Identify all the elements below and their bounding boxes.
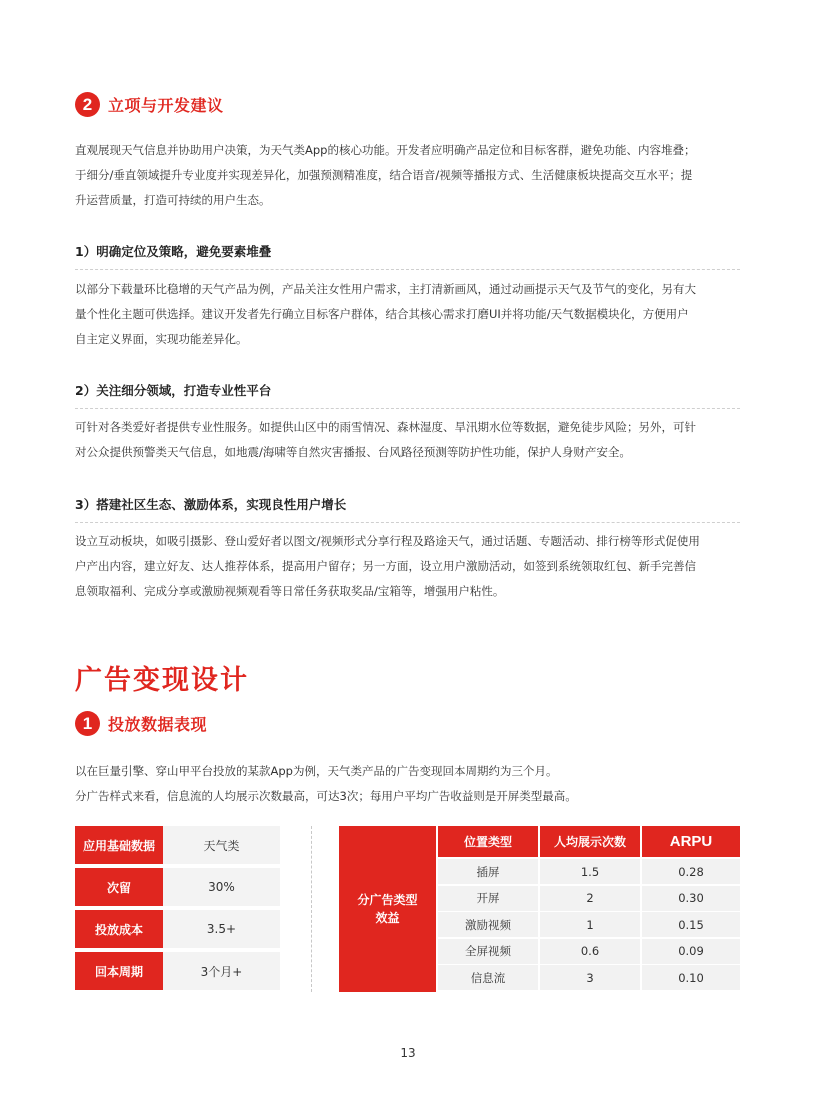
table-cell: 开屏 [438, 886, 538, 911]
table-row [75, 868, 280, 906]
section-title: 立项与开发建议 [108, 96, 224, 115]
table-row [438, 939, 740, 964]
table-cell: 插屏 [438, 859, 538, 884]
table-row [75, 910, 280, 948]
ad-type-table [438, 826, 740, 992]
table-cell: 3 [540, 965, 640, 990]
stat-value: 3.5+ [163, 910, 280, 948]
divider [75, 408, 740, 409]
point-body [75, 415, 743, 465]
point-heading: 1）明确定位及策略，避免要素堆叠 [75, 244, 272, 259]
text-line: 息领取福利、完成分享或激励视频观看等日常任务获取奖品/宝箱等，增强用户粘性。 [75, 584, 505, 598]
stats-table [75, 826, 280, 994]
point-heading: 2）关注细分领域，打造专业性平台 [75, 383, 272, 398]
side-label-line: 效益 [375, 911, 400, 925]
stat-value: 3个月+ [163, 952, 280, 990]
section-heading [75, 92, 224, 117]
table-header-row [438, 826, 740, 857]
table-cell: 0.6 [540, 939, 640, 964]
column-header: 人均展示次数 [540, 826, 640, 857]
section-title: 投放数据表现 [108, 715, 208, 734]
stat-label: 回本周期 [75, 952, 163, 990]
text-line: 自主定义界面，实现功能差异化。 [75, 332, 248, 346]
text-line: 于细分/垂直领域提升专业度并实现差异化，加强预测精准度，结合语音/视频等播报方式、生活健康板块提高交互水平；提 [75, 168, 693, 182]
side-label-line: 分广告类型 [357, 893, 418, 907]
table-cell: 2 [540, 886, 640, 911]
point-heading: 3）搭建社区生态、激励体系，实现良性用户增长 [75, 497, 347, 512]
text-line: 户产出内容，建立好友、达人推荐体系，提高用户留存；另一方面，设立用户激励活动，如签到系统领取红包、新手完善信 [75, 559, 696, 573]
page-number: 13 [400, 1046, 416, 1060]
stat-label: 投放成本 [75, 910, 163, 948]
table-row [75, 826, 280, 864]
section-intro [75, 138, 743, 213]
section-number-badge: 2 [75, 92, 100, 117]
table-cell: 信息流 [438, 965, 538, 990]
chapter-title: 广告变现设计 [75, 665, 249, 696]
table-cell: 0.30 [642, 886, 740, 911]
table-cell: 0.10 [642, 965, 740, 990]
table-row [438, 859, 740, 884]
table-cell: 0.09 [642, 939, 740, 964]
text-line: 直观展现天气信息并协助用户决策，为天气类App的核心功能。开发者应明确产品定位和目标客群，避免功能、内容堆叠； [75, 143, 696, 157]
stat-label: 次留 [75, 868, 163, 906]
ad-table-side-label [339, 826, 436, 992]
ad-intro [75, 759, 743, 809]
text-line: 以部分下载量环比稳增的天气产品为例，产品关注女性用户需求，主打清新画风，通过动画提示天气及节气的变化，另有大 [75, 282, 696, 296]
table-cell: 1 [540, 912, 640, 937]
section-heading [75, 711, 207, 736]
text-line: 对公众提供预警类天气信息，如地震/海啸等自然灾害播报、台风路径预测等防护性功能，保护人身财产安全。 [75, 445, 631, 459]
table-row [438, 912, 740, 937]
stat-value: 30% [163, 868, 280, 906]
text-line: 以在巨量引擎、穿山甲平台投放的某款App为例，天气类产品的广告变现回本周期约为三个月。 [75, 764, 558, 778]
text-line: 可针对各类爱好者提供专业性服务。如提供山区中的雨雪情况、森林湿度、旱汛期水位等数据，避免徒步风险；另外，可针 [75, 420, 696, 434]
stat-value: 天气类 [163, 826, 280, 864]
table-cell: 激励视频 [438, 912, 538, 937]
table-cell: 1.5 [540, 859, 640, 884]
text-line: 升运营质量，打造可持续的用户生态。 [75, 193, 271, 207]
table-cell: 全屏视频 [438, 939, 538, 964]
table-row [75, 952, 280, 990]
table-row [438, 886, 740, 911]
table-cell: 0.15 [642, 912, 740, 937]
point-body [75, 529, 743, 604]
text-line: 设立互动板块，如吸引摄影、登山爱好者以图文/视频形式分享行程及路途天气，通过话题、专题活动、排行榜等形式促使用 [75, 534, 700, 548]
table-cell: 0.28 [642, 859, 740, 884]
point-body [75, 277, 743, 352]
section-number-badge: 1 [75, 711, 100, 736]
column-header: ARPU [642, 826, 740, 857]
divider [75, 522, 740, 523]
stat-label: 应用基础数据 [75, 826, 163, 864]
vertical-divider [311, 826, 312, 992]
table-row [438, 965, 740, 990]
divider [75, 269, 740, 270]
column-header: 位置类型 [438, 826, 538, 857]
text-line: 分广告样式来看，信息流的人均展示次数最高，可达3次；每用户平均广告收益则是开屏类型最高。 [75, 789, 577, 803]
text-line: 量个性化主题可供选择。建议开发者先行确立目标客户群体，结合其核心需求打磨UI并将功能/天气数据模块化，方便用户 [75, 307, 689, 321]
